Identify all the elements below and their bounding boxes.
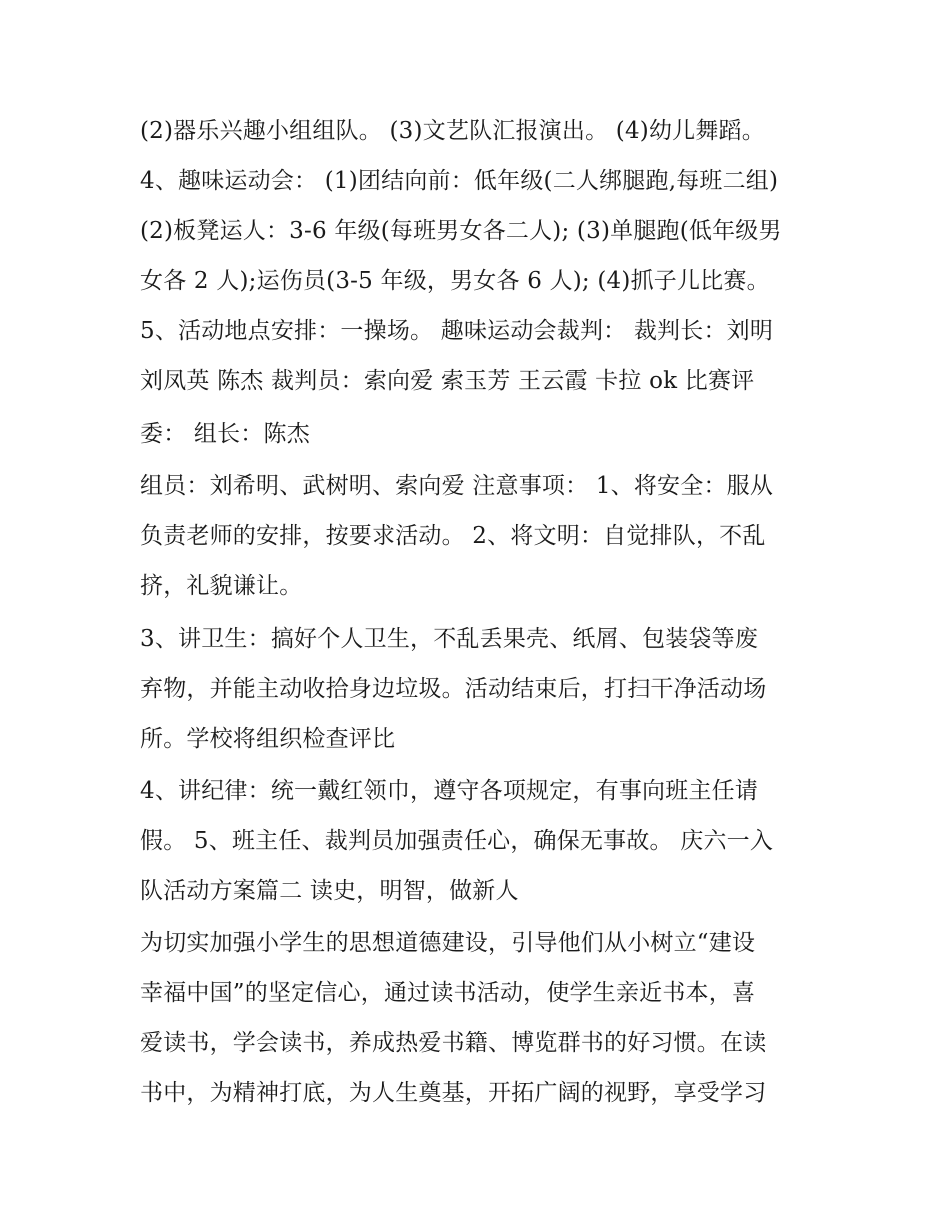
text-line: 负责老师的安排，按要求活动。 2、将文明：自觉排队，不乱 [140,523,766,549]
text-line: 刘凤英 陈杰 裁判员：索向爱 索玉芳 王云霞 卡拉 ok 比赛评 [140,368,755,394]
text-line: 队活动方案篇二 读史，明智，做新人 [140,878,519,904]
text-line: 3、讲卫生：搞好个人卫生，不乱丢果壳、纸屑、包装袋等废 [140,626,759,652]
text-line: 爱读书，学会读书，养成热爱书籍、博览群书的好习惯。在读 [140,1030,767,1056]
text-line: 所。学校将组织检查评比 [140,726,396,752]
text-line: 5、活动地点安排：一操场。 趣味运动会裁判： 裁判长：刘明 [140,318,774,344]
text-line: 书中，为精神打底，为人生奠基，开拓广阔的视野，享受学习 [140,1080,767,1106]
text-line: (2)器乐兴趣小组组队。 (3)文艺队汇报演出。 (4)幼儿舞蹈。 [140,118,765,144]
text-line: 4、趣味运动会： (1)团结向前：低年级(二人绑腿跑,每班二组) [140,168,779,194]
text-line: 为切实加强小学生的思想道德建设，引导他们从小树立“建设 [140,930,756,956]
text-line: (2)板凳运人：3-6 年级(每班男女各二人); (3)单腿跑(低年级男 [140,218,782,244]
text-line: 组员：刘希明、武树明、索向爱 注意事项： 1、将安全：服从 [140,473,774,499]
text-line: 假。 5、班主任、裁判员加强责任心，确保无事故。 庆六一入 [140,828,774,854]
text-line: 委： 组长：陈杰 [140,421,310,447]
text-line: 弃物，并能主动收拾身边垃圾。活动结束后，打扫干净活动场 [140,676,767,702]
text-line: 幸福中国”的坚定信心，通过读书活动，使学生亲近书本，喜 [140,980,756,1006]
text-line: 女各 2 人);运伤员(3-5 年级，男女各 6 人); (4)抓子儿比赛。 [140,268,770,294]
text-line: 4、讲纪律：统一戴红领巾，遵守各项规定，有事向班主任请 [140,778,759,804]
text-line: 挤，礼貌谦让。 [140,573,303,599]
